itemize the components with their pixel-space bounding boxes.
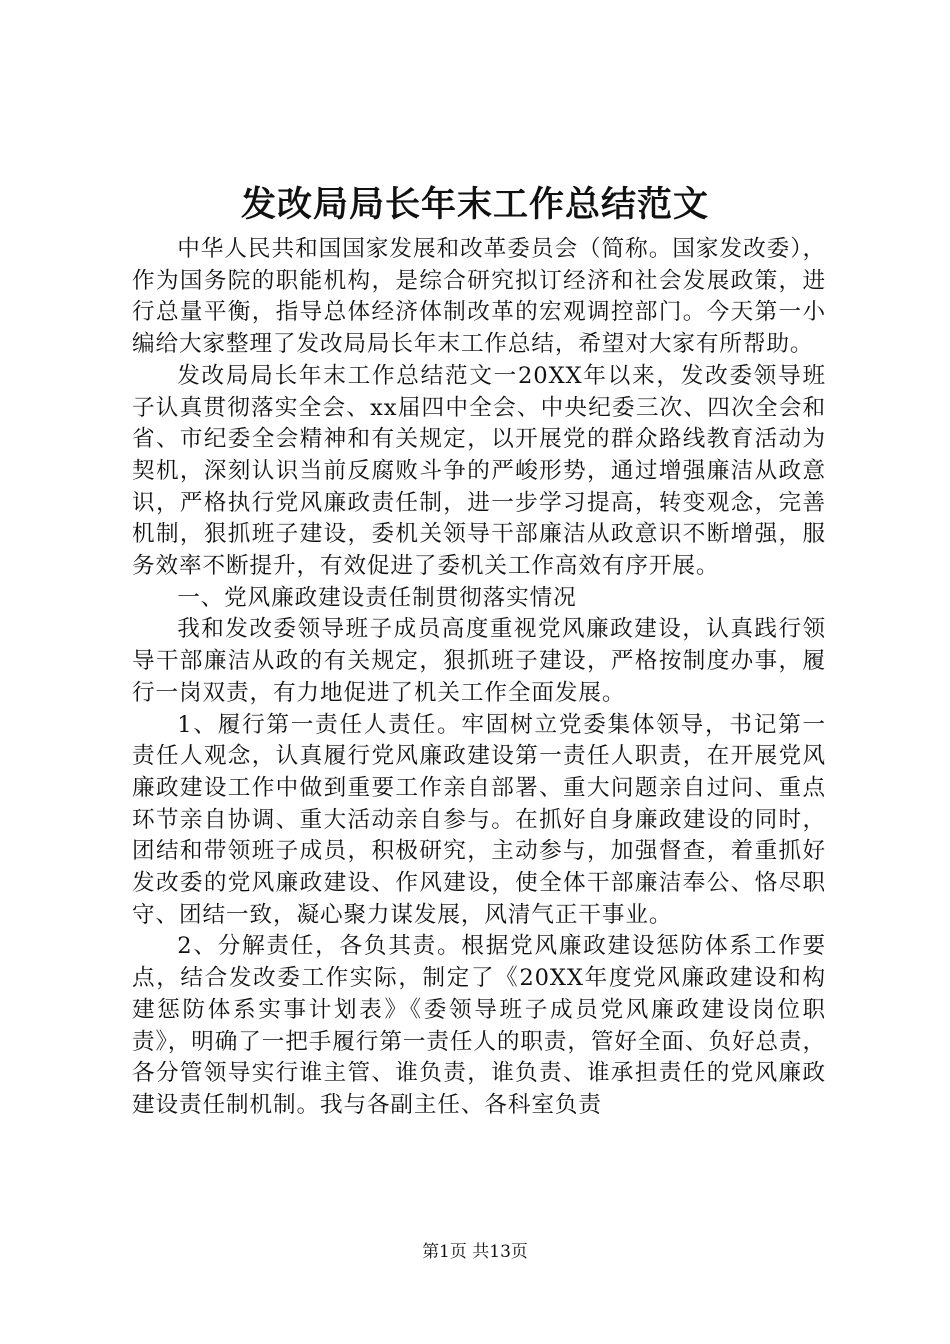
paragraph-intro: 中华人民共和国国家发展和改革委员会（简称。国家发改委），作为国务院的职能机构，是综合研究拟订经济和社会发展政策，进行总量平衡，指导总体经济体制改革的宏观调控部门。今天第一小编给大家整理了发改局局长年末工作总结，希望对大家有所帮助。 [132,236,826,358]
document-title: 发改局局长年末工作总结范文 [240,184,709,225]
paragraph-item-2: 2、分解责任，各负其责。根据党风廉政建设惩防体系工作要点，结合发改委工作实际，制定了《20XX年度党风廉政建设和构建惩防体系实事计划表》《委领导班子成员党风廉政建设岗位职责》，明确了一把手履行第一责任人的职责，管好全面、负好总责，各分管领导实行谁主管、谁负责，谁负责、谁承担责任的党风廉政建设责任制机制。我与各副主任、各科室负责 [132,933,826,1118]
section-heading: 一、党风廉政建设责任制贯彻落实情况 [177,584,577,611]
page-footer: 第1页 共13页 [422,1242,528,1262]
paragraph-section-intro: 我和发改委领导班子成员高度重视党风廉政建设，认真践行领导干部廉洁从政的有关规定，狠抓班子建设，严格按制度办事，履行一岗双责，有力地促进了机关工作全面发展。 [132,616,826,706]
paragraph-summary: 发改局局长年末工作总结范文一20XX年以来，发改委领导班子认真贯彻落实全会、xx届四中全会、中央纪委三次、四次全会和省、市纪委全会精神和有关规定，以开展党的群众路线教育活动为契机，深刻认识当前反腐败斗争的严峻形势，通过增强廉洁从政意识，严格执行党风廉政责任制，进一步学习提高，转变观念，完善机制，狠抓班子建设，委机关领导干部廉洁从政意识不断增强，服务效率不断提升，有效促进了委机关工作高效有序开展。 [132,362,826,580]
document-body [132,234,826,1122]
paragraph-item-1: 1、履行第一责任人责任。牢固树立党委集体领导，书记第一责任人观念，认真履行党风廉政建设第一责任人职责，在开展党风廉政建设工作中做到重要工作亲自部署、重大问题亲自过问、重点环节亲自协调、重大活动亲自参与。在抓好自身廉政建设的同时，团结和带领班子成员，积极研究，主动参与，加强督查，着重抓好发改委的党风廉政建设、作风建设，使全体干部廉洁奉公、恪尽职守、团结一致，凝心聚力谋发展，风清气正干事业。 [132,711,826,928]
